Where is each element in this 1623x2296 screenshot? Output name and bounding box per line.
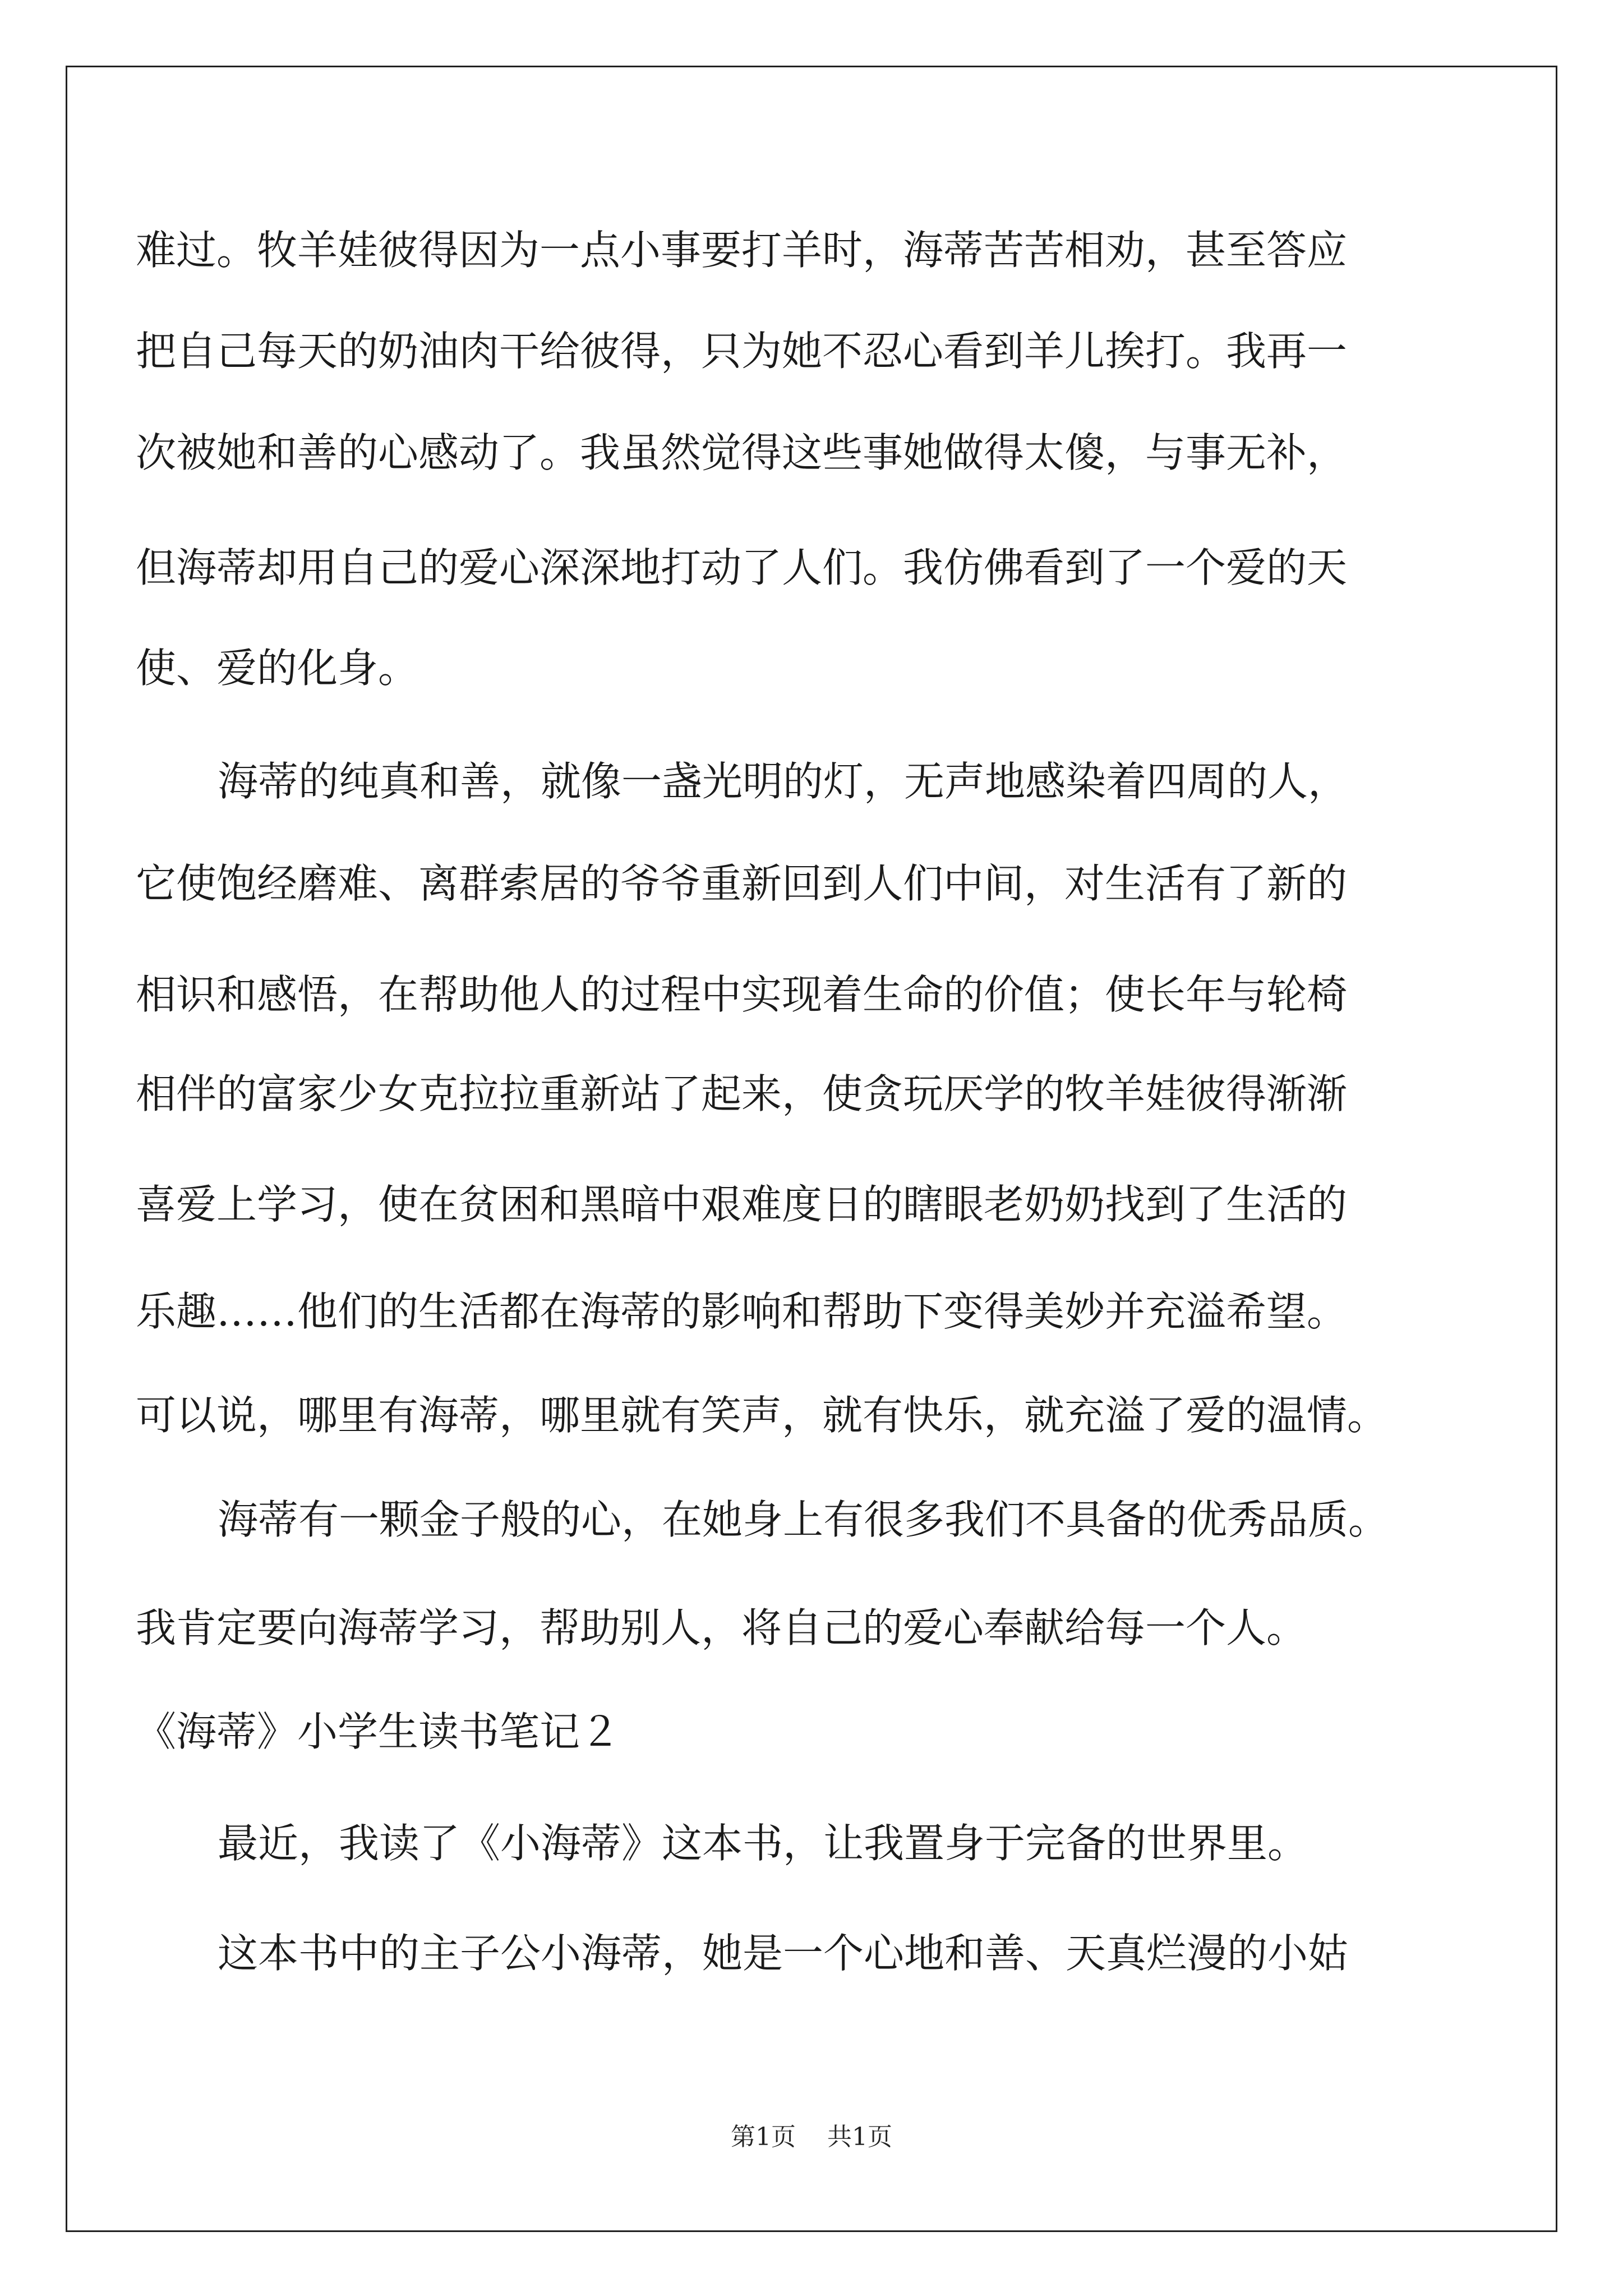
text-line: 它使饱经磨难、离群索居的爷爷重新回到人们中间，对生活有了新的 bbox=[136, 860, 1348, 907]
page-total: 共1页 bbox=[827, 2123, 892, 2151]
page-number: 第1页 bbox=[731, 2123, 796, 2151]
text-line: 把自己每天的奶油肉干给彼得，只为她不忍心看到羊儿挨打。我再一 bbox=[136, 328, 1348, 375]
text-line: 相识和感悟，在帮助他人的过程中实现着生命的价值；使长年与轮椅 bbox=[136, 971, 1348, 1018]
paragraph-start-line: 海蒂的纯真和善，就像一盏光明的灯，无声地感染着四周的人， bbox=[218, 758, 1349, 805]
paragraph-start-line: 海蒂有一颗金子般的心，在她身上有很多我们不具备的优秀品质。 bbox=[218, 1496, 1389, 1543]
text-line: 相伴的富家少女克拉拉重新站了起来，使贪玩厌学的牧羊娃彼得渐渐 bbox=[136, 1070, 1348, 1117]
text-line: 可以说，哪里有海蒂，哪里就有笑声，就有快乐，就充溢了爱的温情。 bbox=[136, 1392, 1388, 1439]
paragraph-start-line: 这本书中的主子公小海蒂，她是一个心地和善、天真烂漫的小姑 bbox=[218, 1930, 1349, 1977]
section-heading: 《海蒂》小学生读书笔记２ bbox=[136, 1708, 621, 1755]
page-footer bbox=[0, 2120, 1623, 2154]
text-line: 喜爱上学习，使在贫困和黑暗中艰难度日的瞎眼老奶奶找到了生活的 bbox=[136, 1181, 1348, 1228]
text-line: 难过。牧羊娃彼得因为一点小事要打羊时，海蒂苦苦相劝，甚至答应 bbox=[136, 227, 1348, 274]
paragraph-start-line: 最近，我读了《小海蒂》这本书，让我置身于完备的世界里。 bbox=[218, 1820, 1308, 1867]
text-line: 使、爱的化身。 bbox=[136, 645, 419, 692]
text-line: 乐趣……他们的生活都在海蒂的影响和帮助下变得美妙并充溢希望。 bbox=[136, 1288, 1348, 1335]
text-line: 我肯定要向海蒂学习，帮助别人，将自己的爱心奉献给每一个人。 bbox=[136, 1604, 1307, 1651]
text-line: 但海蒂却用自己的爱心深深地打动了人们。我仿佛看到了一个爱的天 bbox=[136, 544, 1348, 591]
text-line: 次被她和善的心感动了。我虽然觉得这些事她做得太傻，与事无补， bbox=[136, 429, 1348, 476]
